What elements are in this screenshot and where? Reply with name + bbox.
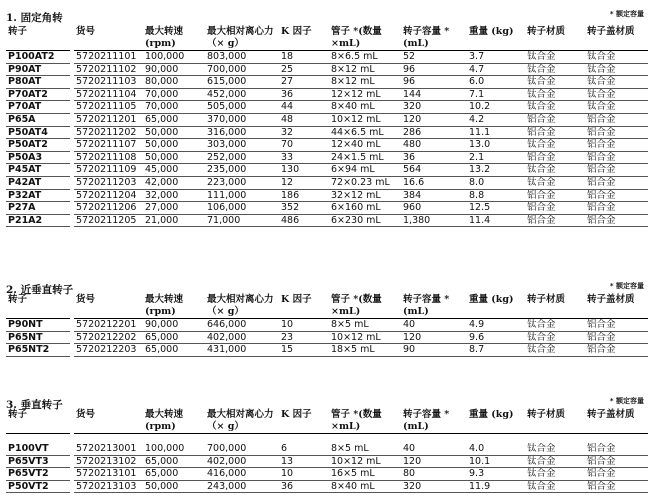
cell-tubes: 12×40 mL	[329, 139, 401, 152]
table-row	[6, 63, 648, 76]
col-header-tubes: 管子 *(数量 ×mL)	[329, 26, 401, 51]
table-header-row	[6, 409, 648, 434]
cell-weight: 2.1	[467, 151, 525, 164]
col-header-lid-material: 转子盖材质	[585, 294, 648, 319]
col-header-max-rcf: 最大相对离心力（× g）	[205, 409, 279, 434]
cell-k-factor: 10	[279, 468, 329, 481]
cell-rotor: P50A3	[6, 151, 70, 164]
cell-tubes: 8×40 mL	[329, 480, 401, 493]
cell-rotor-material: 钛合金	[525, 468, 585, 481]
col-header-rotor-material: 转子材质	[525, 409, 585, 434]
cell-rotor-material: 钛合金	[525, 443, 585, 455]
cell-max-rcf: 505,000	[205, 101, 279, 114]
cell-lid-material: 钛合金	[585, 101, 648, 114]
cell-lid-material: 铝合金	[585, 151, 648, 164]
cell-rotor-material: 钛合金	[525, 176, 585, 189]
cell-k-factor: 33	[279, 151, 329, 164]
cell-rotor-material: 钛合金	[525, 331, 585, 344]
cell-capacity: 1,380	[401, 214, 467, 227]
cell-max-rcf: 416,000	[205, 468, 279, 481]
table-row	[6, 126, 648, 139]
cell-max-speed: 50,000	[143, 151, 205, 164]
cell-part-no: 5720211202	[74, 126, 143, 139]
cell-weight: 12.5	[467, 202, 525, 215]
table-row	[6, 455, 648, 468]
cell-k-factor: 25	[279, 63, 329, 76]
cell-rotor-material: 钛合金	[525, 139, 585, 152]
rated-capacity-note: * 额定容量	[609, 282, 644, 290]
cell-lid-material: 铝合金	[585, 202, 648, 215]
cell-lid-material: 铝合金	[585, 443, 648, 455]
cell-tubes: 6×230 mL	[329, 214, 401, 227]
cell-part-no: 5720211103	[74, 76, 143, 89]
cell-lid-material: 铝合金	[585, 344, 648, 357]
cell-lid-material: 铝合金	[585, 214, 648, 227]
cell-capacity: 320	[401, 101, 467, 114]
cell-tubes: 10×12 mL	[329, 113, 401, 126]
cell-rotor: P90NT	[6, 319, 70, 332]
cell-max-speed: 90,000	[143, 63, 205, 76]
cell-lid-material: 铝合金	[585, 176, 648, 189]
cell-lid-material: 铝合金	[585, 164, 648, 177]
cell-max-rcf: 615,000	[205, 76, 279, 89]
cell-tubes: 6×160 mL	[329, 202, 401, 215]
cell-rotor-material: 钛合金	[525, 51, 585, 64]
col-header-weight: 重量 (kg)	[467, 409, 525, 434]
section-title: 3. 垂直转子	[6, 399, 63, 411]
cell-capacity: 52	[401, 51, 467, 64]
section-title: 2. 近垂直转子	[6, 284, 74, 296]
cell-capacity: 96	[401, 76, 467, 89]
cell-lid-material: 铝合金	[585, 480, 648, 493]
cell-tubes: 10×12 mL	[329, 331, 401, 344]
col-header-max-speed: 最大转速 (rpm)	[143, 294, 205, 319]
section-fixed-angle	[6, 10, 644, 235]
cell-lid-material: 铝合金	[585, 455, 648, 468]
cell-max-rcf: 71,000	[205, 214, 279, 227]
cell-part-no: 5720211206	[74, 202, 143, 215]
cell-weight: 11.1	[467, 126, 525, 139]
cell-weight: 7.1	[467, 88, 525, 101]
cell-rotor: P65VT3	[6, 455, 70, 468]
table-row	[6, 189, 648, 202]
table-header-row	[6, 26, 648, 51]
cell-part-no: 5720211109	[74, 164, 143, 177]
cell-tubes: 44×6.5 mL	[329, 126, 401, 139]
table-row	[6, 76, 648, 89]
cell-rotor: P32AT	[6, 189, 70, 202]
cell-rotor-material: 铝合金	[525, 214, 585, 227]
cell-rotor: P65NT2	[6, 344, 70, 357]
cell-max-speed: 50,000	[143, 126, 205, 139]
cell-lid-material: 铝合金	[585, 468, 648, 481]
cell-capacity: 40	[401, 319, 467, 332]
col-header-tubes: 管子 *(数量 ×mL)	[329, 409, 401, 434]
cell-max-rcf: 402,000	[205, 455, 279, 468]
cell-max-rcf: 252,000	[205, 151, 279, 164]
table-row	[6, 101, 648, 114]
cell-lid-material: 钛合金	[585, 63, 648, 76]
cell-k-factor: 27	[279, 76, 329, 89]
cell-capacity: 120	[401, 113, 467, 126]
section-near-vertical	[6, 282, 644, 362]
col-header-lid-material: 转子盖材质	[585, 409, 648, 434]
table-row	[6, 202, 648, 215]
cell-lid-material: 铝合金	[585, 331, 648, 344]
cell-capacity: 40	[401, 443, 467, 455]
cell-max-rcf: 700,000	[205, 63, 279, 76]
cell-rotor: P50AT2	[6, 139, 70, 152]
cell-weight: 9.6	[467, 331, 525, 344]
cell-part-no: 5720213102	[74, 455, 143, 468]
cell-rotor-material: 钛合金	[525, 319, 585, 332]
cell-rotor: P100VT	[6, 443, 70, 455]
cell-max-rcf: 700,000	[205, 443, 279, 455]
cell-rotor: P21A2	[6, 214, 70, 227]
cell-part-no: 5720213103	[74, 480, 143, 493]
cell-lid-material: 铝合金	[585, 126, 648, 139]
section-title: 1. 固定角转	[6, 12, 63, 24]
cell-weight: 8.7	[467, 344, 525, 357]
table-header-row	[6, 294, 648, 319]
rotor-table-fixed-angle	[6, 26, 648, 227]
table-row	[6, 151, 648, 164]
cell-rotor-material: 钛合金	[525, 480, 585, 493]
col-header-rotor: 转子	[6, 26, 70, 51]
cell-capacity: 384	[401, 189, 467, 202]
cell-weight: 3.7	[467, 51, 525, 64]
cell-rotor: P45AT	[6, 164, 70, 177]
cell-k-factor: 23	[279, 331, 329, 344]
cell-k-factor: 36	[279, 480, 329, 493]
cell-max-speed: 27,000	[143, 202, 205, 215]
cell-rotor-material: 钛合金	[525, 63, 585, 76]
cell-max-rcf: 111,000	[205, 189, 279, 202]
col-header-capacity: 转子容量 * (mL)	[401, 294, 467, 319]
cell-k-factor: 70	[279, 139, 329, 152]
cell-part-no: 5720211101	[74, 51, 143, 64]
cell-lid-material: 铝合金	[585, 139, 648, 152]
col-header-capacity: 转子容量 * (mL)	[401, 409, 467, 434]
cell-weight: 13.2	[467, 164, 525, 177]
col-header-weight: 重量 (kg)	[467, 26, 525, 51]
cell-lid-material: 铝合金	[585, 113, 648, 126]
cell-k-factor: 32	[279, 126, 329, 139]
cell-capacity: 90	[401, 344, 467, 357]
cell-max-rcf: 452,000	[205, 88, 279, 101]
header-spacer-row	[6, 434, 648, 444]
cell-weight: 8.8	[467, 189, 525, 202]
table-row	[6, 214, 648, 227]
cell-capacity: 564	[401, 164, 467, 177]
cell-max-speed: 100,000	[143, 51, 205, 64]
cell-part-no: 5720212201	[74, 319, 143, 332]
cell-max-rcf: 106,000	[205, 202, 279, 215]
col-header-weight: 重量 (kg)	[467, 294, 525, 319]
cell-k-factor: 352	[279, 202, 329, 215]
col-header-max-speed: 最大转速 (rpm)	[143, 409, 205, 434]
cell-part-no: 5720213101	[74, 468, 143, 481]
cell-part-no: 5720213001	[74, 443, 143, 455]
rotor-table-vertical	[6, 409, 648, 493]
cell-rotor: P100AT2	[6, 51, 70, 64]
cell-rotor: P70AT2	[6, 88, 70, 101]
rated-capacity-note: * 额定容量	[609, 397, 644, 405]
cell-tubes: 10×12 mL	[329, 455, 401, 468]
section-vertical	[6, 397, 644, 492]
cell-capacity: 96	[401, 63, 467, 76]
cell-lid-material: 铝合金	[585, 189, 648, 202]
cell-rotor-material: 铝合金	[525, 151, 585, 164]
col-header-rotor-material: 转子材质	[525, 26, 585, 51]
col-header-rotor: 转子	[6, 409, 70, 434]
table-row	[6, 176, 648, 189]
cell-tubes: 8×12 mL	[329, 63, 401, 76]
cell-k-factor: 36	[279, 88, 329, 101]
cell-rotor-material: 钛合金	[525, 101, 585, 114]
cell-max-speed: 70,000	[143, 101, 205, 114]
cell-part-no: 5720211104	[74, 88, 143, 101]
cell-weight: 11.4	[467, 214, 525, 227]
cell-weight: 11.9	[467, 480, 525, 493]
cell-max-rcf: 303,000	[205, 139, 279, 152]
cell-lid-material: 钛合金	[585, 88, 648, 101]
col-header-part-no: 货号	[74, 409, 143, 434]
cell-rotor: P27A	[6, 202, 70, 215]
cell-weight: 10.2	[467, 101, 525, 114]
cell-rotor: P50VT2	[6, 480, 70, 493]
col-header-max-speed: 最大转速 (rpm)	[143, 26, 205, 51]
cell-rotor-material: 铝合金	[525, 126, 585, 139]
cell-max-speed: 21,000	[143, 214, 205, 227]
cell-max-speed: 65,000	[143, 331, 205, 344]
cell-rotor: P42AT	[6, 176, 70, 189]
cell-max-rcf: 431,000	[205, 344, 279, 357]
col-header-k-factor: K 因子	[279, 26, 329, 51]
col-header-part-no: 货号	[74, 26, 143, 51]
cell-k-factor: 186	[279, 189, 329, 202]
cell-max-speed: 65,000	[143, 468, 205, 481]
table-row	[6, 468, 648, 481]
cell-max-speed: 90,000	[143, 319, 205, 332]
cell-max-speed: 65,000	[143, 113, 205, 126]
cell-rotor-material: 铝合金	[525, 202, 585, 215]
cell-part-no: 5720211108	[74, 151, 143, 164]
cell-rotor-material: 钛合金	[525, 164, 585, 177]
cell-max-speed: 100,000	[143, 443, 205, 455]
cell-rotor-material: 铝合金	[525, 113, 585, 126]
cell-rotor: P65A	[6, 113, 70, 126]
col-header-k-factor: K 因子	[279, 409, 329, 434]
col-header-max-rcf: 最大相对离心力（× g）	[205, 26, 279, 51]
cell-max-speed: 80,000	[143, 76, 205, 89]
cell-weight: 8.0	[467, 176, 525, 189]
cell-capacity: 480	[401, 139, 467, 152]
cell-max-rcf: 402,000	[205, 331, 279, 344]
cell-max-speed: 65,000	[143, 344, 205, 357]
cell-weight: 4.0	[467, 443, 525, 455]
cell-k-factor: 10	[279, 319, 329, 332]
cell-rotor: P65VT2	[6, 468, 70, 481]
cell-tubes: 18×5 mL	[329, 344, 401, 357]
cell-k-factor: 6	[279, 443, 329, 455]
cell-rotor: P90AT	[6, 63, 70, 76]
cell-weight: 10.1	[467, 455, 525, 468]
col-header-capacity: 转子容量 * (mL)	[401, 26, 467, 51]
col-header-part-no: 货号	[74, 294, 143, 319]
cell-capacity: 36	[401, 151, 467, 164]
cell-tubes: 8×5 mL	[329, 319, 401, 332]
cell-capacity: 120	[401, 455, 467, 468]
cell-max-rcf: 235,000	[205, 164, 279, 177]
cell-max-speed: 32,000	[143, 189, 205, 202]
col-header-rotor: 转子	[6, 294, 70, 319]
cell-part-no: 5720211205	[74, 214, 143, 227]
table-row	[6, 139, 648, 152]
cell-max-rcf: 646,000	[205, 319, 279, 332]
cell-part-no: 5720211204	[74, 189, 143, 202]
cell-capacity: 16.6	[401, 176, 467, 189]
cell-max-rcf: 803,000	[205, 51, 279, 64]
cell-rotor: P70AT	[6, 101, 70, 114]
col-header-max-rcf: 最大相对离心力（× g）	[205, 294, 279, 319]
cell-tubes: 24×1.5 mL	[329, 151, 401, 164]
cell-max-speed: 65,000	[143, 455, 205, 468]
cell-rotor-material: 钛合金	[525, 344, 585, 357]
cell-max-rcf: 370,000	[205, 113, 279, 126]
cell-lid-material: 铝合金	[585, 319, 648, 332]
cell-capacity: 120	[401, 331, 467, 344]
table-row	[6, 113, 648, 126]
cell-tubes: 32×12 mL	[329, 189, 401, 202]
cell-tubes: 8×40 mL	[329, 101, 401, 114]
col-header-tubes: 管子 *(数量 ×mL)	[329, 294, 401, 319]
cell-part-no: 5720211102	[74, 63, 143, 76]
cell-capacity: 144	[401, 88, 467, 101]
cell-max-speed: 45,000	[143, 164, 205, 177]
cell-rotor-material: 钛合金	[525, 88, 585, 101]
cell-part-no: 5720212202	[74, 331, 143, 344]
cell-weight: 4.9	[467, 319, 525, 332]
cell-rotor-material: 铝合金	[525, 189, 585, 202]
cell-k-factor: 12	[279, 176, 329, 189]
cell-max-rcf: 316,000	[205, 126, 279, 139]
cell-tubes: 16×5 mL	[329, 468, 401, 481]
cell-weight: 9.3	[467, 468, 525, 481]
cell-weight: 13.0	[467, 139, 525, 152]
cell-k-factor: 15	[279, 344, 329, 357]
cell-k-factor: 13	[279, 455, 329, 468]
cell-k-factor: 18	[279, 51, 329, 64]
cell-max-speed: 50,000	[143, 480, 205, 493]
cell-tubes: 8×12 mL	[329, 76, 401, 89]
cell-rotor: P65NT	[6, 331, 70, 344]
table-row	[6, 344, 648, 357]
cell-max-speed: 50,000	[143, 139, 205, 152]
cell-part-no: 5720211201	[74, 113, 143, 126]
cell-capacity: 80	[401, 468, 467, 481]
cell-part-no: 5720211107	[74, 139, 143, 152]
cell-rotor-material: 钛合金	[525, 76, 585, 89]
cell-k-factor: 486	[279, 214, 329, 227]
cell-part-no: 5720211105	[74, 101, 143, 114]
cell-weight: 6.0	[467, 76, 525, 89]
table-row	[6, 164, 648, 177]
cell-max-rcf: 243,000	[205, 480, 279, 493]
cell-part-no: 5720212203	[74, 344, 143, 357]
col-header-lid-material: 转子盖材质	[585, 26, 648, 51]
cell-tubes: 6×94 mL	[329, 164, 401, 177]
table-row	[6, 331, 648, 344]
cell-tubes: 8×5 mL	[329, 443, 401, 455]
cell-capacity: 320	[401, 480, 467, 493]
cell-part-no: 5720211203	[74, 176, 143, 189]
col-header-rotor-material: 转子材质	[525, 294, 585, 319]
rotor-table-near-vertical	[6, 294, 648, 357]
cell-max-rcf: 223,000	[205, 176, 279, 189]
cell-rotor: P80AT	[6, 76, 70, 89]
table-row	[6, 443, 648, 455]
cell-capacity: 960	[401, 202, 467, 215]
cell-max-speed: 42,000	[143, 176, 205, 189]
cell-weight: 4.2	[467, 113, 525, 126]
table-row	[6, 319, 648, 332]
table-row	[6, 88, 648, 101]
cell-tubes: 8×6.5 mL	[329, 51, 401, 64]
cell-max-speed: 70,000	[143, 88, 205, 101]
cell-rotor: P50AT4	[6, 126, 70, 139]
table-row	[6, 480, 648, 493]
table-row	[6, 51, 648, 64]
cell-tubes: 12×12 mL	[329, 88, 401, 101]
cell-tubes: 72×0.23 mL	[329, 176, 401, 189]
cell-weight: 4.7	[467, 63, 525, 76]
cell-k-factor: 130	[279, 164, 329, 177]
cell-lid-material: 钛合金	[585, 76, 648, 89]
cell-lid-material: 钛合金	[585, 51, 648, 64]
cell-k-factor: 48	[279, 113, 329, 126]
col-header-k-factor: K 因子	[279, 294, 329, 319]
cell-rotor-material: 钛合金	[525, 455, 585, 468]
rated-capacity-note: * 额定容量	[609, 10, 644, 18]
cell-capacity: 286	[401, 126, 467, 139]
cell-k-factor: 44	[279, 101, 329, 114]
